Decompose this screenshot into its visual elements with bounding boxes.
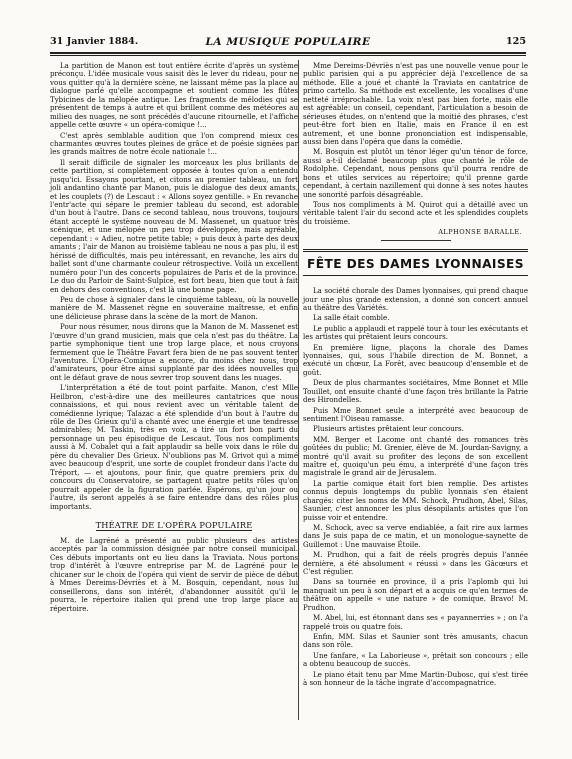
issue-date: 31 Janvier 1884.: [50, 36, 139, 47]
feature-paragraph: Le public a applaudi et rappelé tour à tour les exécutants et les artistes qui prêtaient leurs concours.: [303, 323, 528, 342]
header-rule: [50, 52, 526, 54]
feature-paragraph: Deux de plus charmantes sociétaires, Mme Bonnet et Mlle Touillet, ont ensuite chanté d'une façon très brillante la Patrie des Hirondelles.: [303, 378, 528, 405]
author-signature: ALPHONSE BARALLE.: [438, 228, 522, 237]
article-paragraph: Il serait difficile de signaler les morceaux les plus brillants de cette partition, si complètement opposée à toutes qu'on a entendu jusqu'ici. Essayons pourtant, et citons au premier tableau, un fort joli andantino chanté par Manon, puis le dialogue des deux amants, et les couplets (?) de Lescaut : « Allons soyez gentille. » En revanche l'entr'acte qui sépare le premier tableau du second, est adorable d'un bout à l'autre. Dans ce second tableau, nous trouvons, toujours étant accepté le système nouveau de M. Massenet, un quatuor très scénique, et une mélopée un peu trop développée, mais agréable, cependant : « Adieu, notre petite table; » puis deux à parte des deux amants ; l'air de Manon au troisième tableau ne nous a pas plu, il est hérissé de difficultés, mais peu intéressant, en revanche, les airs du ballet sont d'une charmante couleur rétrospective. Voilà un excellent numéro pour l'un des concerts populaires de Paris et de la province. Le duo du Parloir de Saint-Sulpice, est fort beau, bien que tout à fait en dehors des conventions, c'est là une bonne page.: [50, 157, 298, 294]
feature-paragraph: La salle était comble.: [313, 313, 390, 323]
header-rule-thin: [50, 55, 526, 56]
feature-paragraph: Plusieurs artistes prêtaient leur concours.: [313, 424, 464, 434]
feature-paragraph: En première ligne, plaçons la chorale des Dames lyonnaises, qui, sous l'habile direction de M. Bonnet, a exécuté un chœur, La Forêt, avec beaucoup d'ensemble et de goût.: [303, 342, 528, 377]
article-paragraph: Pour nous résumer, nous dirons que la Manon de M. Massenet est l'œuvre d'un grand musicien, mais que cela n'est pas du théâtre. La partie symphonique tient une trop large place, et nous croyons fermement que le Théâtre Favart fera bien de ne pas souvent tenter l'aventure. L'Opéra-Comique a encore, du moins chez nous, trop d'amirateurs, pour être ainsi supplanté par des idées nouvelles qui ont le défaut grave de nous sevrer trop souvent dans les nuages.: [50, 322, 298, 382]
publication-title: LA MUSIQUE POPULAIRE: [205, 36, 371, 48]
feature-paragraph: MM. Berger et Lacome ont chanté des romances très goûtées du public; M. Grenier, élève de M. Jourdan-Savigny, a montré qu'il avait su profiter des leçons de son excellent maître et, quoiqu'un peu ému, a interprété d'une façon très magistrale le grand air de Jérusalem.: [303, 434, 528, 478]
left-column: [50, 62, 298, 615]
feature-paragraph: M. Prudhon, qui a fait de réels progrès depuis l'année dernière, a été absolument « réussi » dans les Gâcœurs et C'est régulier.: [303, 550, 528, 577]
feature-paragraph: M. Schock, avec sa verve endiablée, a fait rire aux larmes dans Je suis papa de ce matin, et un monologue-saynette de Guillemot : Une mauvaise Étoile.: [303, 522, 528, 549]
feature-paragraph: Le piano était tenu par Mme Martin-Dubosc, qui s'est tirée à son honneur de la tâche ingrate d'accompagnatrice.: [303, 669, 528, 688]
page-number: 125: [505, 36, 526, 47]
feature-paragraph: Dans sa tournée en province, il a pris l'aplomb qui lui manquait un peu à son départ et a acquis ce qu'en termes de théâtre on appelle « une nature » de comique. Bravo! M. Prudhon.: [303, 577, 528, 612]
article-paragraph: Peu de chose à signaler dans le cinquième tableau, où la nouvelle manière de M. Massenet règne en souveraine maîtresse, et enfin une délicieuse phrase dans la scène de la mort de Manon.: [50, 294, 298, 321]
feature-paragraph: Puis Mme Bonnet seule a interprété avec beaucoup de sentiment l'Oiseau ramasse.: [303, 405, 528, 423]
article-paragraph: Tous nos compliments à M. Quirot qui a détaillé avec un véritable talent l'air du second acte et les splendides couplets du troisième.: [303, 200, 528, 226]
section-paragraph: M. de Lagréné a présenté au public plusieurs des artistes acceptés par la commission désignée par notre conseil municipal. Ces débuts importants ont eu lieu dans la Traviata. Nous portons trop d'intérêt à l'œuvre entreprise par M. de Lagréné pour le chicaner sur le choix de l'opéra qui vient de servir de pièce de début à Mmes Dereims-Dévriès et à M. Bosquin, cependant, nous lui conseillerons, dans son intérêt, d'abandonner aussitôt qu'il le pourra, le répertoire italien qui prend une trop large place au répertoire.: [50, 536, 298, 613]
article-paragraph: La partition de Manon est tout entière écrite d'après un système préconçu. L'idée musicale vous saisit dès le lever du rideau, pour ne vous quitter qu'à la dernière scène, ne laissant même pas la place au dialogue parlé qu'elle accompagne et soutient comme les flûtes Tybicines de la mélopée antique. Les fragments de mélodies qui se présentent de temps à autre et qui brillent comme des météores au milieu des nuages, ne sont précédés d'aucune ritournelle, et l'affiche appelle cette œuvre « un opéra-comique !...: [50, 61, 298, 130]
page-header: [50, 36, 526, 50]
feature-paragraph: Enfin, MM. Silas et Saunier sont très amusants, chacun dans son rôle.: [303, 631, 528, 650]
article-paragraph: L'interprétation a été de tout point parfaite. Manon, c'est Mlle Heilbron, c'est-à-dire une des meilleures cantatrices que nous connaissions, et qui nous revient avec un véritable talent de comédienne lyrique; Talazac a été splendide d'un bout à l'autre du rôle de Des Grieux qu'il a chanté avec une énergie et une tendresse admirables; M. Taskin, très en voix, a tiré un fort bon parti du personnage un peu épisodique de Lescaut. Tous nos compliments aussi à M. Cobalet qui a fait applaudir sa belle voix dans le rôle du père du chevalier Des Grieux. N'oublions pas M. Grivot qui a mimé avec beaucoup d'esprit, une sorte de couplet frondeur dans l'acte du Tréport, — et ajoutons, pour finir, que quatre premiers prix du concours du Conservatoire, se partagent quatre petits rôles qu'on pourrait appeler de la figuration parlée. Espérons, qu'un jour ou l'autre, ils seront appelés à se faire entendre dans des rôles plus importants.: [50, 383, 298, 511]
section-heading: [50, 520, 298, 531]
feature-paragraph: La partie comique était fort bien remplie. Des artistes connus depuis longtemps du public lyonnais s'en étaient chargés: citer les noms de MM. Schock, Prudhon, Abel, Silas, Saunier, c'est annoncer les plus désopilants artistes que l'on puisse voir et entendre.: [303, 478, 528, 522]
section-heading-text: THÉATRE DE L'OPÉRA POPULAIRE: [95, 520, 253, 531]
feature-paragraph: Une fanfare, « La Laborieuse », prêtait son concours ; elle a obtenu beaucoup de succès.: [303, 650, 528, 669]
article-paragraph: M. Bosquin est plutôt un ténor léger qu'un ténor de force, aussi a-t-il déclamé beaucoup plus que chanté le rôle de Rodolphe. Cependant, nous pensons qu'il pourra rendre de bons et utiles services au répertoire; qu'il prenne garde cependant, à certain nazillement qui donne à ses notes hautes une sonorité parfois désagréable.: [303, 147, 528, 199]
right-column: [303, 62, 528, 689]
column-divider: [298, 60, 299, 720]
article-paragraph: Mme Dereims-Dévriès n'est pas une nouvelle venue pour le public parisien qui a pu apprécier déjà l'excellence de sa méthode. Elle a joué et chanté la Traviata en cantatrice de primo cartello. Sa méthode est excellente, les vocalises d'une netteté irréprochable. La voix n'est pas bien forte, mais elle est agréable: un conseil, cependant, l'articulation a besoin de sérieuses études, on n'entend que la moitié des phrases, c'est peut-être fort bien en Italie, mais en France il en est autrement, et une bonne prononciation est indispensable, aussi bien dans l'opéra que dans la comédie.: [303, 61, 528, 147]
feature-paragraph: M. Abel, lui, est étonnant dans ses « payannerries » ; on l'a rappelé trois ou quatre fois.: [303, 613, 528, 631]
feature-paragraph: La société chorale des Dames lyonnaises, qui prend chaque jour une plus grande extension, a donné son concert annuel au théâtre des Variétés.: [303, 286, 528, 313]
feature-heading: FÊTE DES DAMES LYONNAISES: [303, 249, 528, 276]
separator-line: [381, 240, 451, 241]
article-paragraph: C'est après semblable audition que l'on comprend mieux ces charmantes œuvres toutes pleines de grâce et de poésie signées par les grands maîtres de notre école nationale !...: [50, 130, 298, 157]
